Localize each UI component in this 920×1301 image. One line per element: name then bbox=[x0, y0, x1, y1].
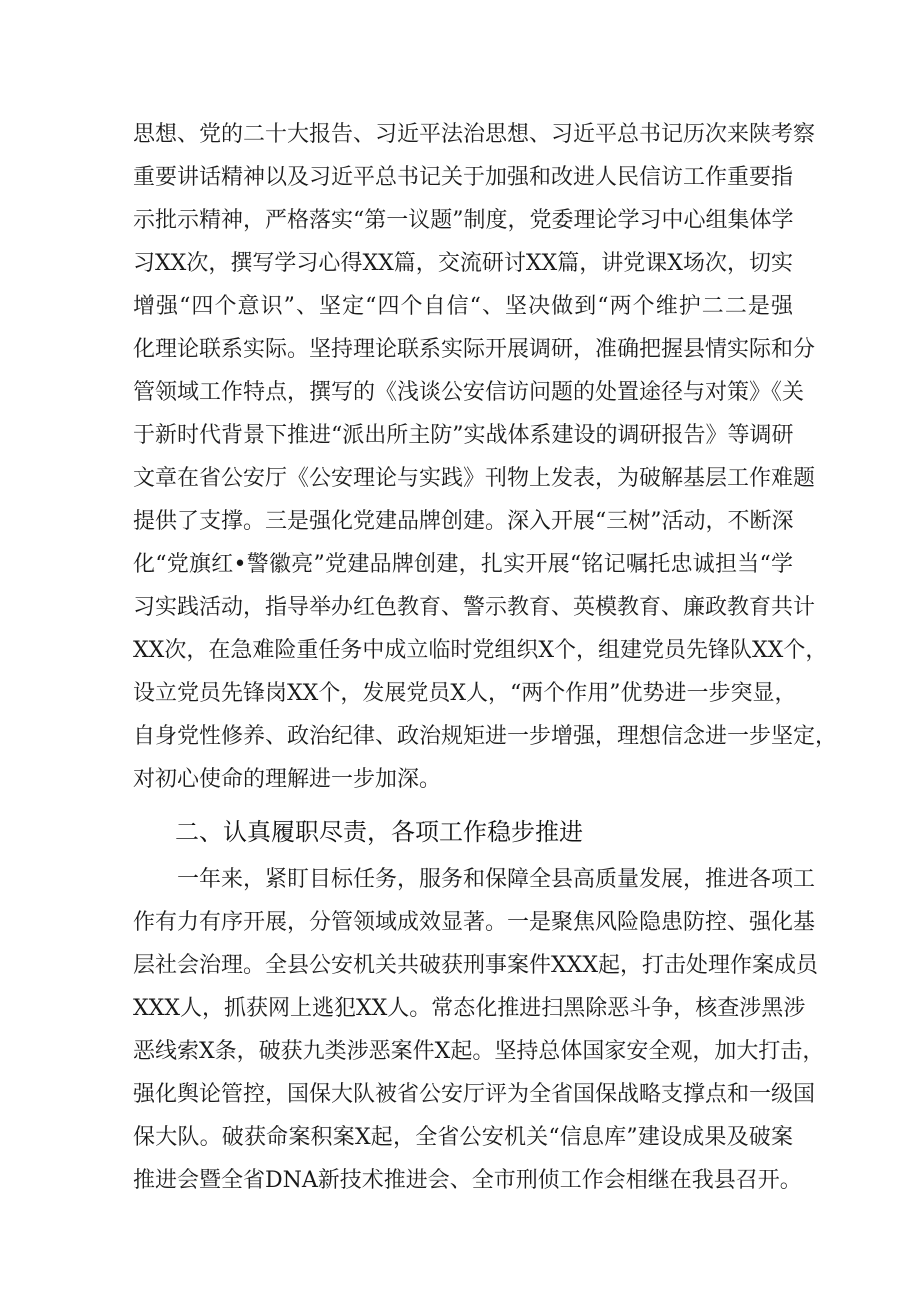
text-line: 管领域工作特点，撰写的《浅谈公安信访问题的处置途径与对策》《关 bbox=[133, 380, 805, 405]
text-line: 重要讲话精神以及习近平总书记关于加强和改进人民信访工作重要指 bbox=[133, 165, 794, 190]
text-line: 对初心使命的理解进一步加深。 bbox=[133, 767, 442, 792]
section-heading: 二、认真履职尽责，各项工作稳步推进 bbox=[175, 818, 583, 846]
text-line: 强化舆论管控，国保大队被省公安厅评为全省国保战略支撑点和一级国 bbox=[133, 1082, 816, 1107]
text-line: 作有力有序开展，分管领域成效显著。一是聚焦风险隐患防控、强化基 bbox=[133, 910, 816, 935]
text-line: 化理论联系实际。坚持理论联系实际开展调研，准确把握县情实际和分 bbox=[133, 337, 816, 362]
text-line: XX次，在急难险重任务中成立临时党组织X个，组建党员先锋队XX个， bbox=[133, 638, 828, 663]
text-line: 保大队。破获命案积案X起，全省公安机关“信息库”建设成果及破案 bbox=[133, 1125, 793, 1150]
text-line: 习XX次，撰写学习心得XX篇，交流研讨XX篇，讲党课X场次，切实 bbox=[133, 251, 793, 276]
text-line: 增强“四个意识”、坚定“四个自信“、坚决做到“两个维护二二是强 bbox=[133, 294, 793, 319]
text-line: 推进会暨全省DNA新技术推进会、全市刑侦工作会相继在我县召开。 bbox=[133, 1168, 802, 1193]
text-line: 提供了支撑。三是强化党建品牌创建。深入开展“三树”活动，不断深 bbox=[133, 509, 794, 534]
text-line: XXX人，抓获网上逃犯XX人。常态化推进扫黑除恶斗争，核查涉黑涉 bbox=[133, 996, 806, 1021]
text-line: 思想、党的二十大报告、习近平法治思想、习近平总书记历次来陕考察 bbox=[133, 122, 816, 147]
text-line: 于新时代背景下推进“派出所主防”实战体系建设的调研报告》等调研 bbox=[133, 423, 794, 448]
text-line: 层社会治理。全县公安机关共破获刑事案件XXX起，打击处理作案成员 bbox=[133, 953, 818, 978]
text-line: 恶线索X条，破获九类涉恶案件X起。坚持总体国家安全观，加大打击， bbox=[133, 1039, 825, 1064]
text-line: 习实践活动，指导举办红色教育、警示教育、英模教育、廉政教育共计 bbox=[133, 595, 816, 620]
text-line: 设立党员先锋岗XX个，发展党员X人，“两个作用”优势进一步突显， bbox=[133, 681, 797, 706]
text-line: 化“党旗红•警徽亮”党建品牌创建，扎实开展“铭记嘱托忠诚担当“学 bbox=[133, 552, 793, 577]
text-line: 示批示精神，严格落实“第一议题”制度，党委理论学习中心组集体学 bbox=[133, 208, 794, 233]
text-line: 一年来，紧盯目标任务，服务和保障全县高质量发展，推进各项工 bbox=[177, 867, 816, 892]
text-line: 文章在省公安厅《公安理论与实践》刊物上发表，为破解基层工作难题 bbox=[133, 466, 816, 491]
text-line: 自身党性修养、政治纪律、政治规矩进一步增强，理想信念进一步坚定， bbox=[133, 724, 838, 749]
